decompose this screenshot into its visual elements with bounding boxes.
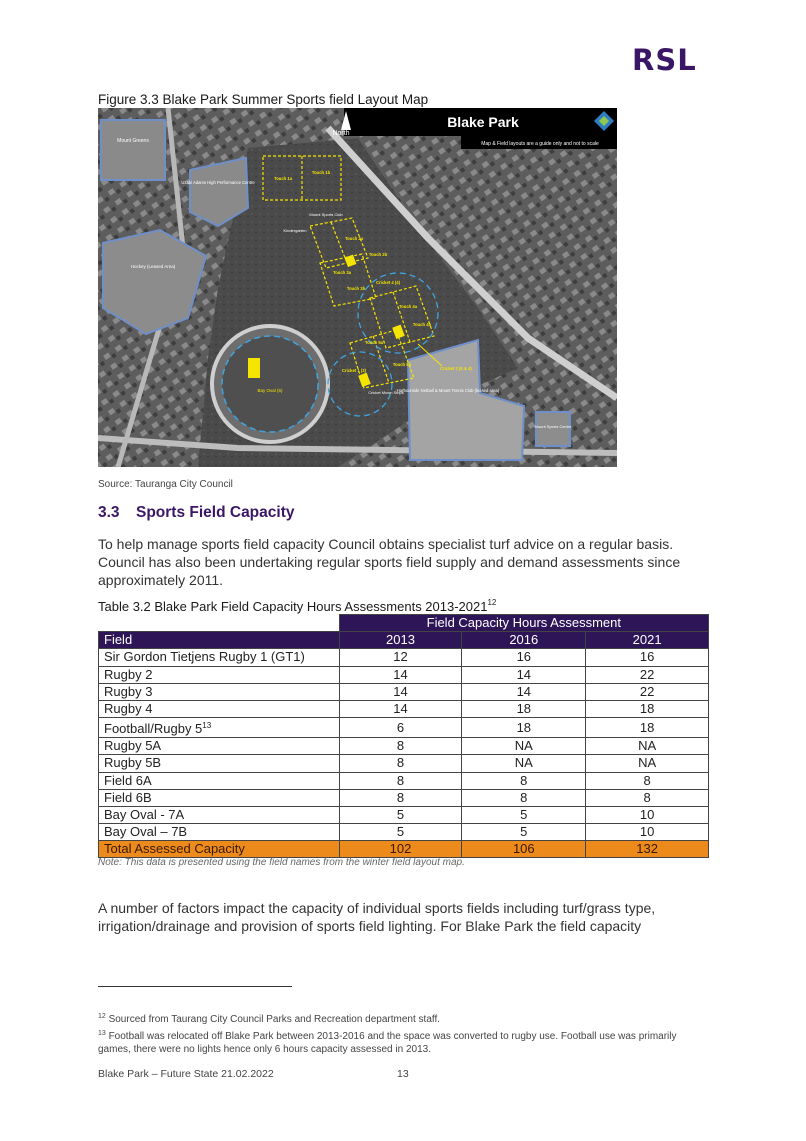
- cell-2016: NA: [462, 738, 586, 755]
- capacity-table: [98, 614, 709, 858]
- table-row: [99, 700, 709, 717]
- cell-2013: 8: [339, 738, 462, 755]
- map-label-touch5b: Touch 5b: [392, 362, 412, 367]
- field-name: Sir Gordon Tietjens Rugby 1 (GT1): [104, 649, 305, 665]
- figure-caption: Figure 3.3 Blake Park Summer Sports field Layout Map: [98, 92, 429, 107]
- field-name: Football/Rugby 5: [104, 721, 203, 737]
- cell-2016: 16: [462, 649, 586, 666]
- map-label-cricket2: Cricket 2 (6 & 4): [440, 366, 472, 371]
- total-2021: 132: [586, 841, 709, 858]
- column-header-2016: 2016: [462, 632, 586, 649]
- cell-2016: 14: [462, 666, 586, 683]
- cell-2016: 18: [462, 700, 586, 717]
- field-footnote-ref: 13: [202, 721, 212, 731]
- footnote-text: Sourced from Taurang City Council Parks and Recreation department staff.: [108, 1014, 441, 1025]
- field-name: Rugby 3: [104, 683, 153, 699]
- map-label-cricket1: Cricket 1 (3): [342, 368, 366, 373]
- bay-oval: [212, 326, 328, 442]
- cell-2021: 8: [586, 772, 709, 789]
- cell-2016: 14: [462, 683, 586, 700]
- section-heading: [98, 504, 294, 522]
- cell-2013: 12: [339, 649, 462, 666]
- cell-2016: 18: [462, 718, 586, 738]
- map-label-cricket4: Cricket 4 (4): [376, 280, 400, 285]
- map-label-uzabi: Uzabi Adams High Performance Centre: [181, 180, 255, 185]
- total-label: Total Assessed Capacity: [99, 841, 340, 858]
- cell-2016: 8: [462, 772, 586, 789]
- cell-field: [99, 683, 340, 700]
- cell-field: [99, 700, 340, 717]
- paragraph-factors: A number of factors impact the capacity of individual sports fields including turf/grass type, irrigation/drainage and provision of sports field lighting. For Blake Park the field capacity: [98, 900, 656, 934]
- cell-2021: NA: [586, 738, 709, 755]
- map-label-mount-sports-centre: Mount Sports Centre: [534, 424, 572, 429]
- cell-2021: NA: [586, 755, 709, 772]
- cell-2013: 8: [339, 772, 462, 789]
- cell-2013: 14: [339, 700, 462, 717]
- total-2016: 106: [462, 841, 586, 858]
- section-title: Sports Field Capacity: [136, 504, 295, 521]
- cell-field: [99, 718, 340, 738]
- footnote-13: [98, 1027, 708, 1056]
- table-group-header-row: [99, 615, 709, 632]
- table-row: [99, 718, 709, 738]
- cell-2013: 14: [339, 666, 462, 683]
- column-header-2013: 2013: [339, 632, 462, 649]
- column-header-2021: 2021: [586, 632, 709, 649]
- site-map: [98, 108, 617, 467]
- table-row: [99, 772, 709, 789]
- map-label-touch4b: Touch 4b: [412, 322, 432, 327]
- table-header-row: [99, 632, 709, 649]
- map-label-bay-oval: Bay Oval (6): [257, 388, 283, 393]
- table-row: [99, 738, 709, 755]
- cell-field: [99, 824, 340, 841]
- footnote-number: 12: [98, 1013, 106, 1020]
- cell-2016: 8: [462, 789, 586, 806]
- logo-text: RSL: [632, 43, 697, 77]
- cell-2013: 6: [339, 718, 462, 738]
- cell-2013: 14: [339, 683, 462, 700]
- footnote-divider: [98, 986, 292, 987]
- field-name: Rugby 2: [104, 666, 153, 682]
- cell-2021: 10: [586, 824, 709, 841]
- field-name: Field 6A: [104, 772, 152, 788]
- cell-field: [99, 649, 340, 666]
- column-header-field: Field: [99, 632, 340, 649]
- total-2013: 102: [339, 841, 462, 858]
- table-group-header: Field Capacity Hours Assessment: [339, 615, 708, 632]
- page-number: 13: [397, 1068, 409, 1080]
- mount-greens-area: [101, 120, 165, 180]
- north-label: North: [332, 130, 350, 137]
- table-row: [99, 789, 709, 806]
- field-name: Rugby 5A: [104, 738, 162, 754]
- map-label-touch2a: Touch 2a: [344, 236, 364, 241]
- cell-field: [99, 772, 340, 789]
- table-caption-ref: 12: [487, 598, 497, 607]
- map-scale-note: Map & Field layouts are a guide only and not to scale: [481, 141, 599, 147]
- cell-2021: 10: [586, 806, 709, 823]
- footnote-number: 13: [98, 1030, 106, 1037]
- map-label-mount-greens: Mount Greens: [117, 138, 149, 144]
- table-note: Note: This data is presented using the field names from the winter field layout map.: [98, 857, 465, 868]
- footnote-text: Football was relocated off Blake Park between 2013-2016 and the space was converted to rugby use. Football use was primarily games, there were no lights hence only 6 hours capacity assessed in 2013.: [98, 1031, 677, 1055]
- map-label-netball: Harbourside Netball & Mount Tennis Club (leased area): [396, 388, 500, 393]
- cell-2016: 5: [462, 824, 586, 841]
- table-row: [99, 824, 709, 841]
- cell-2013: 5: [339, 806, 462, 823]
- cell-2021: 22: [586, 666, 709, 683]
- cell-2021: 18: [586, 718, 709, 738]
- table-caption: [98, 598, 496, 614]
- map-title: Blake Park: [447, 114, 519, 130]
- cell-2013: 8: [339, 755, 462, 772]
- section-number: 3.3: [98, 504, 120, 521]
- map-label-touch1a: Touch 1a: [273, 176, 293, 181]
- table-caption-text: Table 3.2 Blake Park Field Capacity Hours Assessments 2013-2021: [98, 599, 488, 614]
- cell-field: [99, 789, 340, 806]
- cell-field: [99, 755, 340, 772]
- field-name: Rugby 5B: [104, 755, 162, 771]
- cell-2021: 16: [586, 649, 709, 666]
- map-label-touch4a: Touch 4a: [398, 304, 418, 309]
- table-total-row: [99, 841, 709, 858]
- table-row: [99, 683, 709, 700]
- field-name: Rugby 4: [104, 701, 153, 717]
- map-label-kindy: Kindergarten: [283, 228, 307, 233]
- cell-2021: 18: [586, 700, 709, 717]
- figure-source: Source: Tauranga City Council: [98, 479, 233, 490]
- cell-field: [99, 738, 340, 755]
- field-name: Bay Oval - 7A: [104, 806, 185, 822]
- cell-2021: 22: [586, 683, 709, 700]
- cell-2016: NA: [462, 755, 586, 772]
- table-row: [99, 806, 709, 823]
- cell-field: [99, 806, 340, 823]
- cell-2013: 8: [339, 789, 462, 806]
- cell-2021: 8: [586, 789, 709, 806]
- field-name: Bay Oval – 7B: [104, 824, 188, 840]
- map-label-touch5a: Touch 5a: [364, 340, 384, 345]
- rsl-logo: [632, 44, 712, 76]
- map-label-mown: Cricket Mown Strips: [368, 390, 404, 395]
- map-label-touch3b: Touch 3b: [346, 286, 366, 291]
- table-row: [99, 755, 709, 772]
- table-blank-cell: [99, 615, 340, 632]
- field-name: Field 6B: [104, 789, 152, 805]
- footnote-12: [98, 1010, 708, 1026]
- cell-field: [99, 666, 340, 683]
- cell-2013: 5: [339, 824, 462, 841]
- paragraph-intro: To help manage sports field capacity Council obtains specialist turf advice on a regular basis. Council has also been undertaking regular sports field supply and demand assessments since approximately 2011.: [98, 536, 681, 588]
- map-label-hockey: Hockey (Leased Area): [130, 264, 176, 269]
- map-label-touch3a: Touch 3a: [332, 270, 352, 275]
- table-row: [99, 649, 709, 666]
- map-label-touch2b: Touch 2b: [368, 252, 388, 257]
- map-label-touch1b: Touch 1b: [311, 170, 331, 175]
- cell-2016: 5: [462, 806, 586, 823]
- footer-doc-title: Blake Park – Future State 21.02.2022: [98, 1068, 274, 1080]
- map-label-mount-sports: Mount Sports Club: [309, 212, 343, 217]
- mount-sports-centre-area: [535, 412, 573, 446]
- table-row: [99, 666, 709, 683]
